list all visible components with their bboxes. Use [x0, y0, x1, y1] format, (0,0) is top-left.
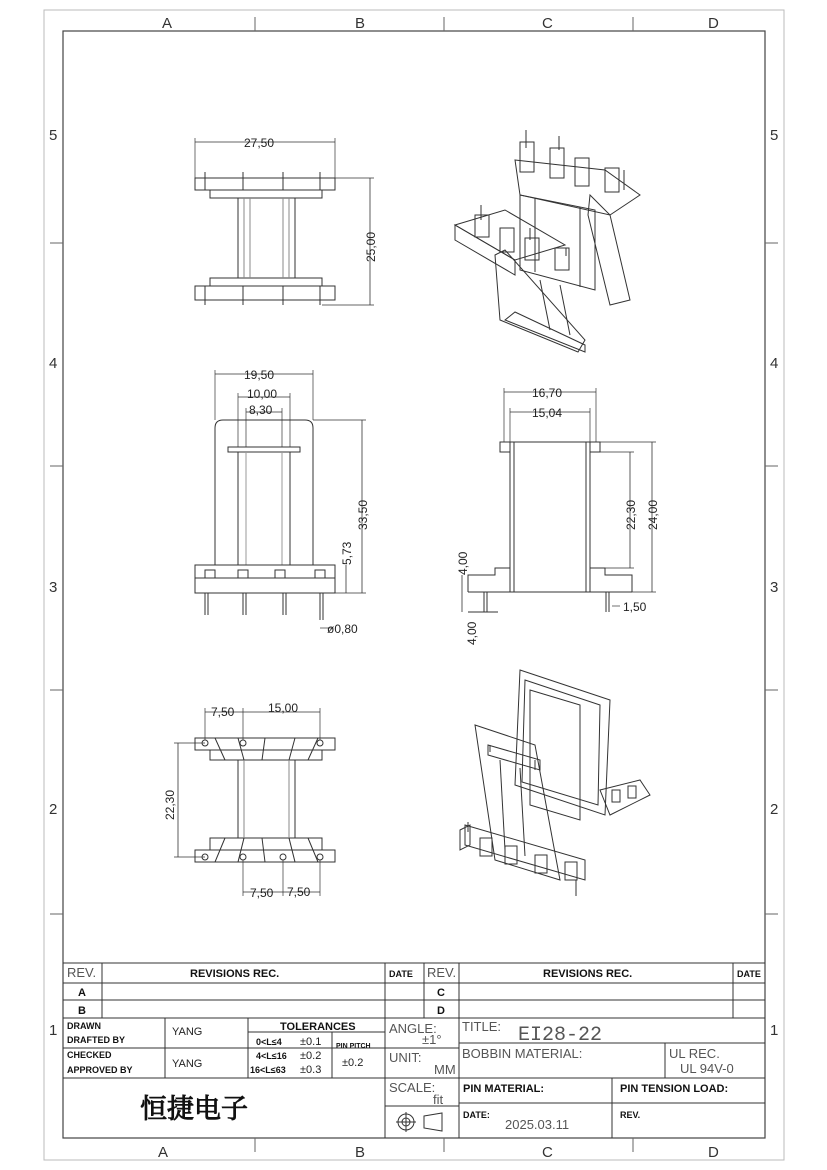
zone-row-1-right: 1 — [770, 1022, 779, 1039]
dim-side-height-1: 22,30 — [624, 499, 638, 530]
outer-frame — [44, 10, 784, 1160]
dim-side-inner: 15,04 — [532, 406, 563, 420]
tb-rev-d: D — [437, 1005, 445, 1017]
dim-front-inner-1: 10,00 — [247, 387, 278, 401]
tb-tol-3: 16<L≤63 — [250, 1065, 286, 1075]
projection-symbol-icon — [396, 1112, 442, 1132]
tb-title-label: TITLE: — [462, 1019, 502, 1034]
tb-revisions-left: REVISIONS REC. — [190, 968, 280, 980]
tb-rev-field: REV. — [620, 1110, 641, 1120]
zone-col-d-top: D — [708, 15, 719, 32]
tb-title-value: EI28-22 — [518, 1024, 603, 1047]
iso-view-bottom — [460, 670, 650, 896]
zone-row-5-right: 5 — [770, 127, 779, 144]
tb-tolerances: TOLERANCES — [280, 1021, 356, 1033]
dim-front-height: 33,50 — [356, 499, 370, 530]
tb-rev-c: C — [437, 987, 445, 999]
tb-angle-label: ANGLE: — [389, 1021, 437, 1036]
tb-rev-a: A — [78, 987, 86, 999]
tb-drawn: DRAWN — [67, 1021, 101, 1031]
tb-tol-1-val: ±0.1 — [300, 1036, 322, 1048]
bottom-view — [174, 708, 335, 896]
dim-side-flange: 4,00 — [456, 551, 470, 575]
zone-col-a-bottom: A — [158, 1144, 169, 1161]
tb-ul-value: UL 94V-0 — [680, 1061, 734, 1076]
dim-top-height: 25,00 — [364, 231, 378, 262]
zone-row-1-left: 1 — [49, 1022, 58, 1039]
dim-front-width: 19,50 — [244, 368, 275, 382]
zone-ticks — [50, 17, 778, 1152]
tb-tol-1: 0<L≤4 — [256, 1037, 282, 1047]
tb-approved-name: YANG — [172, 1058, 203, 1070]
dim-side-height-2: 24,00 — [646, 499, 660, 530]
tb-tol-2-val: ±0.2 — [300, 1050, 322, 1062]
dim-side-width: 16,70 — [532, 386, 563, 400]
tb-date-field: DATE: — [463, 1110, 490, 1120]
tb-tol-2: 4<L≤16 — [256, 1051, 287, 1061]
zone-row-2-left: 2 — [49, 801, 58, 818]
zone-row-3-right: 3 — [770, 579, 779, 596]
tb-drafted-by: DRAFTED BY — [67, 1035, 125, 1045]
zone-col-a-top: A — [162, 15, 173, 32]
tb-pin-material: PIN MATERIAL: — [463, 1083, 545, 1095]
inner-frame — [63, 31, 765, 1138]
dim-bottom-pitch-c: 7,50 — [287, 885, 311, 899]
dim-side-pin-offset: 1,50 — [623, 600, 647, 614]
zone-row-4-right: 4 — [770, 355, 779, 372]
tb-rev-label-left: REV. — [67, 965, 97, 980]
tb-rev-label-right: REV. — [427, 965, 457, 980]
tb-pin-pitch-val: ±0.2 — [342, 1057, 364, 1069]
tb-bobbin-material: BOBBIN MATERIAL: — [462, 1046, 583, 1061]
zone-row-5-left: 5 — [49, 127, 58, 144]
front-view — [195, 370, 366, 628]
tb-checked: CHECKED — [67, 1050, 112, 1060]
dim-front-inner-2: 8,30 — [249, 403, 273, 417]
tb-rev-b: B — [78, 1005, 86, 1017]
tb-unit-label: UNIT: — [389, 1050, 422, 1065]
tb-drafted-name: YANG — [172, 1026, 203, 1038]
tb-scale-label: SCALE: — [389, 1080, 436, 1095]
tb-date-value: 2025.03.11 — [505, 1117, 570, 1132]
iso-view-top — [455, 130, 640, 352]
dim-bottom-height: 22,30 — [163, 789, 177, 820]
tb-approved-by: APPROVED BY — [67, 1065, 133, 1075]
tb-ul-rec: UL REC. — [669, 1046, 720, 1061]
tb-date-right: DATE — [737, 969, 761, 979]
zone-col-d-bottom: D — [708, 1144, 719, 1161]
tb-tol-3-val: ±0.3 — [300, 1064, 322, 1076]
tb-unit-val: MM — [434, 1062, 456, 1077]
tb-date-left: DATE — [389, 969, 413, 979]
zone-col-b-top: B — [355, 15, 366, 32]
zone-row-3-left: 3 — [49, 579, 58, 596]
zone-col-c-bottom: C — [542, 1144, 553, 1161]
dim-bottom-pitch-b: 7,50 — [250, 886, 274, 900]
zone-col-c-top: C — [542, 15, 553, 32]
dim-top-width: 27,50 — [244, 136, 275, 150]
zone-row-4-left: 4 — [49, 355, 58, 372]
tb-pin-tension: PIN TENSION LOAD: — [620, 1083, 729, 1095]
tb-angle-val: ±1° — [422, 1032, 442, 1047]
top-view — [195, 138, 374, 305]
tb-revisions-right: REVISIONS REC. — [543, 968, 633, 980]
dim-front-base: 5,73 — [340, 541, 354, 565]
zone-row-2-right: 2 — [770, 801, 779, 818]
tb-pin-pitch: PIN PITCH — [336, 1043, 371, 1050]
company-name: 恒捷电子 — [140, 1094, 248, 1125]
dim-pin-diameter: ø0,80 — [327, 622, 358, 636]
tb-scale-val: fit — [433, 1092, 444, 1107]
dim-bottom-pitch-a: 7,50 — [211, 705, 235, 719]
dim-side-pin-len: 4,00 — [465, 621, 479, 645]
dim-bottom-span: 15,00 — [268, 701, 299, 715]
zone-col-b-bottom: B — [355, 1144, 366, 1161]
